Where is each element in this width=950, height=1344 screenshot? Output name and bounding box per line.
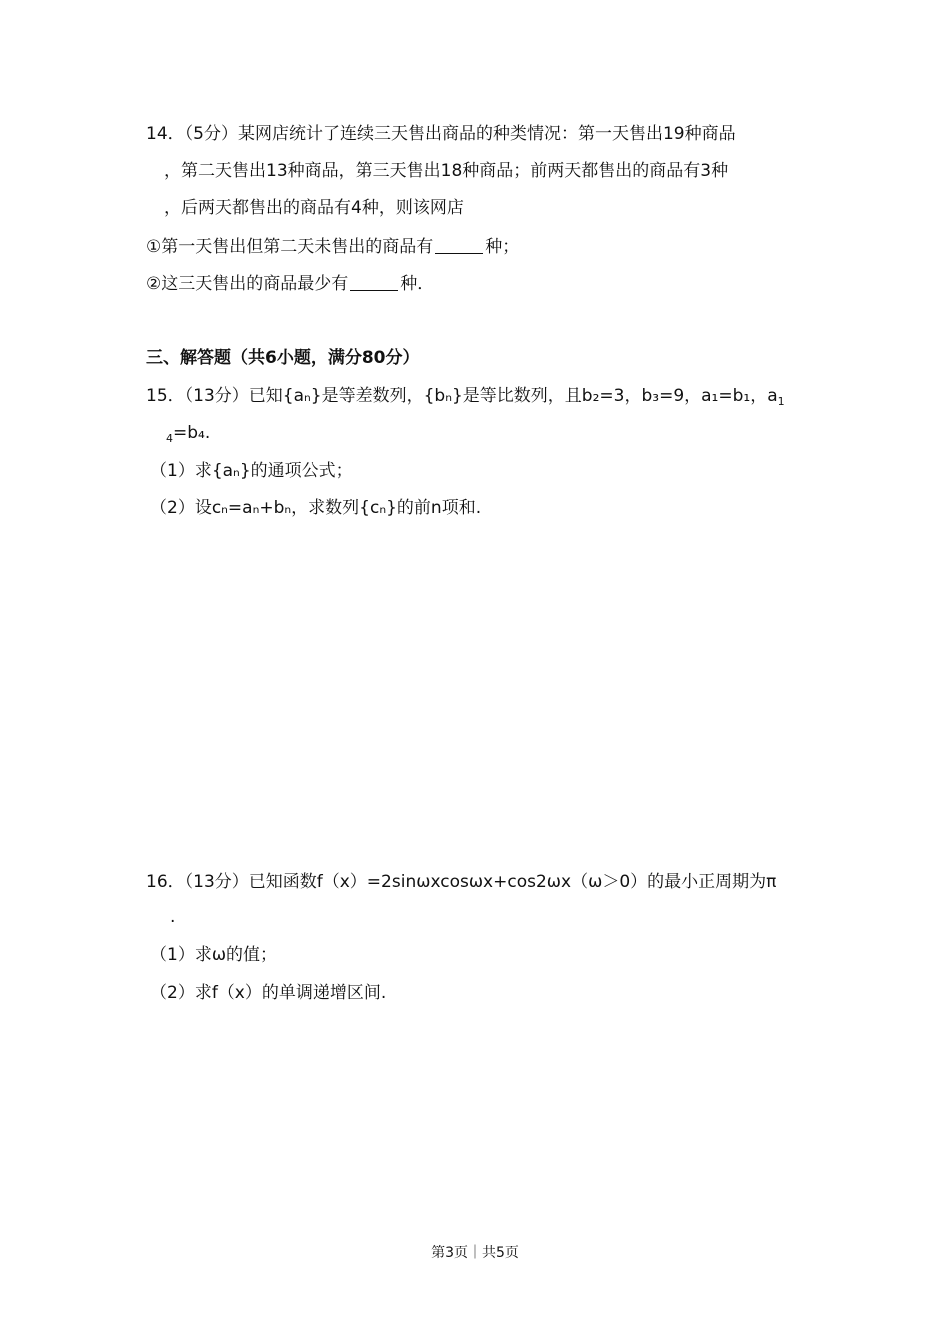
q15-text-a: 是等差数列， xyxy=(321,386,424,406)
q16-part2: （2）求f（x）的单调递增区间. xyxy=(150,983,387,1003)
q15-cond-sub1: 1 xyxy=(777,395,785,408)
q15-seq-b: {bₙ} xyxy=(423,386,463,406)
q15-cond-sub2: 4 xyxy=(166,432,173,445)
q16-part1: （1）求ω的值； xyxy=(150,945,278,965)
page-footer: 第3页｜共5页 xyxy=(431,1245,519,1261)
q14-blank-1[interactable] xyxy=(435,235,483,254)
q15-part1: （1）求{aₙ}的通项公式； xyxy=(150,461,353,481)
section-3-heading: 三、解答题（共6小题，满分80分） xyxy=(146,348,420,368)
q15-cond-end: =b₄. xyxy=(173,423,211,443)
q14-item1-unit: 种； xyxy=(485,237,520,257)
q15-line2 xyxy=(166,421,210,445)
q15-conditions: b₂=3，b₃=9，a₁=b₁，a xyxy=(581,386,778,406)
q14-item2-unit: 种． xyxy=(400,274,435,294)
q15-part2: （2）设cₙ=aₙ+bₙ，求数列{cₙ}的前n项和. xyxy=(150,498,482,518)
q14-line3: ，后两天都售出的商品有4种，则该网店 xyxy=(164,198,464,218)
q15-text-b: 是等比数列，且 xyxy=(462,386,582,406)
q14-item1-text: ①第一天售出但第二天未售出的商品有 xyxy=(146,237,434,257)
q15-line1 xyxy=(146,384,785,408)
q14-blank-2[interactable] xyxy=(350,272,398,291)
q15-seq-a: {aₙ} xyxy=(282,386,322,406)
q14-item2 xyxy=(146,272,434,296)
q16-line2: . xyxy=(170,907,176,927)
q14-item1 xyxy=(146,235,519,259)
q14-item2-text: ②这三天售出的商品最少有 xyxy=(146,274,349,294)
q14-line1: 14．（5分）某网店统计了连续三天售出商品的种类情况：第一天售出19种商品 xyxy=(146,124,736,144)
q14-line2: ，第二天售出13种商品，第三天售出18种商品；前两天都售出的商品有3种 xyxy=(164,161,729,181)
q15-intro: 15．（13分）已知 xyxy=(146,386,283,406)
q16-line1: 16．（13分）已知函数f（x）=2sinωxcosωx+cos2ωx（ω＞0）的最小正周期为π xyxy=(146,872,777,892)
